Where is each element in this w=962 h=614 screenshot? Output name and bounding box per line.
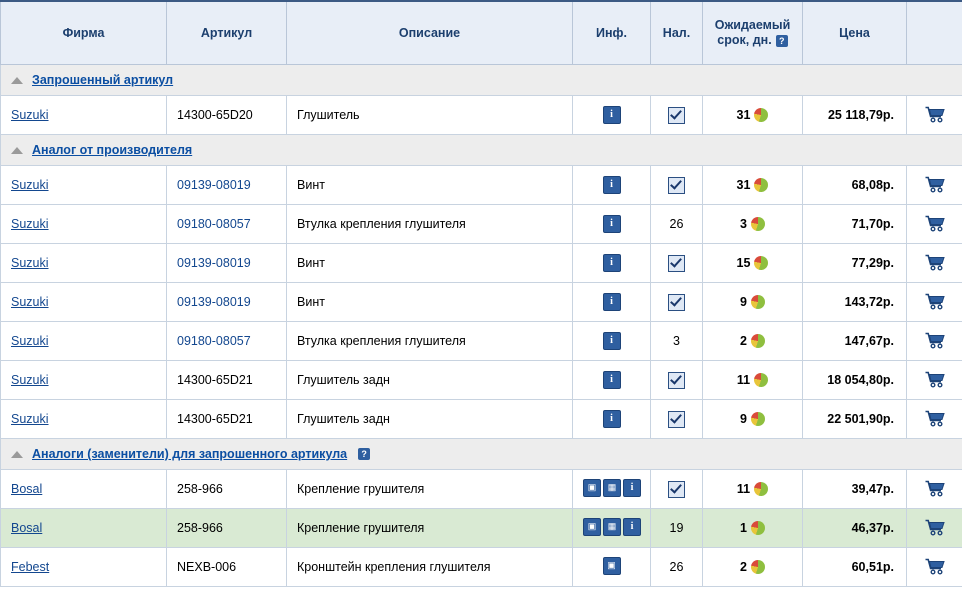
cart-icon[interactable] <box>925 106 945 122</box>
table-row[interactable] <box>1 283 962 322</box>
stock-quantity: 26 <box>669 560 684 574</box>
cart-icon[interactable] <box>925 558 945 574</box>
cell-firm <box>1 96 167 135</box>
info-icon-group <box>603 332 621 350</box>
availability-pie-icon <box>751 295 765 309</box>
cell-firm <box>1 470 167 509</box>
term-days: 2 <box>740 334 747 348</box>
doc-icon[interactable]: ▦ <box>603 518 621 536</box>
cell-price: 143,72р. <box>803 283 907 322</box>
cell-cart <box>907 322 962 361</box>
brand-link[interactable]: Bosal <box>11 521 43 535</box>
cell-price: 147,67р. <box>803 322 907 361</box>
cell-article[interactable]: 258-966 <box>167 509 287 548</box>
cell-cart <box>907 548 962 587</box>
stock-checkbox[interactable] <box>668 411 685 428</box>
info-icon[interactable]: i <box>603 371 621 389</box>
cell-description: Глушитель задн <box>287 400 573 439</box>
column-header-price[interactable]: Цена <box>803 1 907 65</box>
table-body <box>1 65 962 587</box>
brand-link[interactable]: Febest <box>11 560 50 574</box>
cell-description: Кронштейн крепления глушителя <box>287 548 573 587</box>
cart-icon[interactable] <box>925 519 945 535</box>
cell-info <box>573 470 651 509</box>
collapse-icon[interactable] <box>11 147 23 154</box>
cell-stock <box>651 548 703 587</box>
availability-pie-icon <box>754 256 768 270</box>
cart-icon[interactable] <box>925 480 945 496</box>
cell-price: 39,47р. <box>803 470 907 509</box>
term-days: 9 <box>740 412 747 426</box>
info-icon[interactable]: i <box>603 293 621 311</box>
info-icon[interactable]: i <box>623 479 641 497</box>
photo-icon[interactable]: ▣ <box>603 557 621 575</box>
cell-description: Винт <box>287 244 573 283</box>
term-days: 9 <box>740 295 747 309</box>
table-row[interactable] <box>1 361 962 400</box>
column-header-article[interactable]: Артикул <box>167 1 287 65</box>
info-icon-group <box>583 479 641 497</box>
group-header-cell <box>1 65 962 96</box>
cell-info <box>573 244 651 283</box>
cell-info <box>573 548 651 587</box>
term-days: 11 <box>736 373 751 387</box>
group-title[interactable]: Аналоги (заменители) для запрошенного артикула <box>32 447 348 461</box>
term-days: 15 <box>736 256 751 270</box>
brand-link[interactable]: Suzuki <box>11 217 49 231</box>
stock-checkbox[interactable] <box>668 372 685 389</box>
info-icon-group <box>603 371 621 389</box>
cell-firm <box>1 509 167 548</box>
cell-info <box>573 400 651 439</box>
cell-cart <box>907 96 962 135</box>
cell-cart <box>907 205 962 244</box>
term-days: 31 <box>736 108 751 122</box>
cell-stock <box>651 205 703 244</box>
cell-stock <box>651 283 703 322</box>
cell-stock <box>651 166 703 205</box>
column-header-cart <box>907 1 962 65</box>
group-header-row[interactable] <box>1 65 962 96</box>
cell-stock <box>651 470 703 509</box>
brand-link[interactable]: Suzuki <box>11 256 49 270</box>
cell-firm <box>1 205 167 244</box>
cart-icon[interactable] <box>925 371 945 387</box>
stock-checkbox[interactable] <box>668 177 685 194</box>
cell-article[interactable]: 14300-65D20 <box>167 96 287 135</box>
cell-cart <box>907 509 962 548</box>
table-row[interactable] <box>1 96 962 135</box>
info-icon-group <box>603 176 621 194</box>
cell-cart <box>907 361 962 400</box>
availability-pie-icon <box>751 560 765 574</box>
cell-term <box>703 509 803 548</box>
stock-checkbox[interactable] <box>668 481 685 498</box>
stock-checkbox[interactable] <box>668 294 685 311</box>
cell-article[interactable]: 09139-08019 <box>167 283 287 322</box>
cart-icon[interactable] <box>925 332 945 348</box>
cell-firm <box>1 548 167 587</box>
cell-firm <box>1 166 167 205</box>
info-icon[interactable]: i <box>603 410 621 428</box>
column-header-firm[interactable]: Фирма <box>1 1 167 65</box>
info-icon[interactable]: i <box>603 215 621 233</box>
cell-term <box>703 361 803 400</box>
info-icon[interactable]: i <box>603 106 621 124</box>
info-icon-group <box>603 215 621 233</box>
brand-link[interactable]: Suzuki <box>11 373 49 387</box>
table-row[interactable] <box>1 322 962 361</box>
term-help-icon[interactable]: ? <box>776 35 788 47</box>
stock-checkbox[interactable] <box>668 107 685 124</box>
column-header-term[interactable] <box>703 1 803 65</box>
cell-term <box>703 96 803 135</box>
cell-article[interactable]: NEXB-006 <box>167 548 287 587</box>
group-title[interactable]: Запрошенный артикул <box>32 73 174 87</box>
info-icon-group <box>603 410 621 428</box>
cell-description: Глушитель задн <box>287 361 573 400</box>
cell-term <box>703 205 803 244</box>
column-header-term-line2-text: срок, дн. <box>717 33 772 47</box>
column-header-description[interactable]: Описание <box>287 1 573 65</box>
group-header-cell <box>1 135 962 166</box>
info-icon-group <box>603 254 621 272</box>
cell-article[interactable]: 258-966 <box>167 470 287 509</box>
cell-description: Крепление грушителя <box>287 470 573 509</box>
cell-info <box>573 322 651 361</box>
cell-article[interactable]: 09139-08019 <box>167 244 287 283</box>
group-header-row[interactable] <box>1 135 962 166</box>
info-icon[interactable]: i <box>623 518 641 536</box>
cart-icon[interactable] <box>925 176 945 192</box>
info-icon-group <box>603 106 621 124</box>
brand-link[interactable]: Suzuki <box>11 295 49 309</box>
term-days: 11 <box>736 482 751 496</box>
group-title[interactable]: Аналог от производителя <box>32 143 193 157</box>
cell-info <box>573 509 651 548</box>
brand-link[interactable]: Bosal <box>11 482 43 496</box>
table-row[interactable] <box>1 509 962 548</box>
column-header-info[interactable]: Инф. <box>573 1 651 65</box>
availability-pie-icon <box>751 334 765 348</box>
cell-cart <box>907 244 962 283</box>
cell-term <box>703 548 803 587</box>
cell-stock <box>651 322 703 361</box>
column-header-term-line1: Ожидаемый <box>714 18 791 32</box>
cart-icon[interactable] <box>925 410 945 426</box>
brand-link[interactable]: Suzuki <box>11 108 49 122</box>
table-header <box>1 1 962 65</box>
availability-pie-icon <box>754 108 768 122</box>
cell-cart <box>907 400 962 439</box>
cell-price: 68,08р. <box>803 166 907 205</box>
cell-cart <box>907 283 962 322</box>
brand-link[interactable]: Suzuki <box>11 412 49 426</box>
cell-description: Винт <box>287 166 573 205</box>
term-days: 2 <box>740 560 747 574</box>
collapse-icon[interactable] <box>11 451 23 458</box>
cell-stock <box>651 509 703 548</box>
info-icon[interactable]: i <box>603 332 621 350</box>
cart-icon[interactable] <box>925 215 945 231</box>
cell-term <box>703 283 803 322</box>
group-header-cell <box>1 439 962 470</box>
availability-pie-icon <box>754 178 768 192</box>
stock-quantity: 26 <box>669 217 684 231</box>
cell-term <box>703 166 803 205</box>
availability-pie-icon <box>754 373 768 387</box>
doc-icon[interactable]: ▦ <box>603 479 621 497</box>
cell-article[interactable]: 09180-08057 <box>167 205 287 244</box>
column-header-stock[interactable]: Нал. <box>651 1 703 65</box>
cart-icon[interactable] <box>925 254 945 270</box>
stock-checkbox[interactable] <box>668 255 685 272</box>
table-row[interactable] <box>1 400 962 439</box>
stock-quantity: 3 <box>673 334 680 348</box>
table-row[interactable] <box>1 166 962 205</box>
cell-term <box>703 400 803 439</box>
table-row[interactable] <box>1 244 962 283</box>
cell-firm <box>1 244 167 283</box>
group-help-icon[interactable]: ? <box>358 448 370 460</box>
cell-stock <box>651 361 703 400</box>
availability-pie-icon <box>751 412 765 426</box>
brand-link[interactable]: Suzuki <box>11 334 49 348</box>
availability-pie-icon <box>754 482 768 496</box>
availability-pie-icon <box>751 521 765 535</box>
cell-firm <box>1 322 167 361</box>
cell-price: 60,51р. <box>803 548 907 587</box>
cell-firm <box>1 361 167 400</box>
cell-price: 25 118,79р. <box>803 96 907 135</box>
collapse-icon[interactable] <box>11 77 23 84</box>
cell-price: 77,29р. <box>803 244 907 283</box>
term-days: 3 <box>740 217 747 231</box>
cell-info <box>573 96 651 135</box>
info-icon[interactable]: i <box>603 176 621 194</box>
brand-link[interactable]: Suzuki <box>11 178 49 192</box>
cell-price: 22 501,90р. <box>803 400 907 439</box>
cell-stock <box>651 96 703 135</box>
cell-article[interactable]: 09180-08057 <box>167 322 287 361</box>
cell-firm <box>1 400 167 439</box>
info-icon[interactable]: i <box>603 254 621 272</box>
cell-info <box>573 205 651 244</box>
cell-article[interactable]: 09139-08019 <box>167 166 287 205</box>
info-icon-group <box>603 557 621 575</box>
cell-article[interactable]: 14300-65D21 <box>167 361 287 400</box>
cell-price: 46,37р. <box>803 509 907 548</box>
table-row[interactable] <box>1 205 962 244</box>
cell-info <box>573 361 651 400</box>
cell-term <box>703 322 803 361</box>
cell-description: Крепление грушителя <box>287 509 573 548</box>
info-icon-group <box>603 293 621 311</box>
cell-cart <box>907 166 962 205</box>
cell-description: Винт <box>287 283 573 322</box>
cell-cart <box>907 470 962 509</box>
cell-description: Втулка крепления глушителя <box>287 322 573 361</box>
cell-description: Глушитель <box>287 96 573 135</box>
column-header-term-line2 <box>707 33 798 48</box>
cell-description: Втулка крепления глушителя <box>287 205 573 244</box>
cell-price: 71,70р. <box>803 205 907 244</box>
cell-info <box>573 283 651 322</box>
info-icon-group <box>583 518 641 536</box>
photo-icon[interactable]: ▣ <box>583 518 601 536</box>
table-row[interactable] <box>1 470 962 509</box>
cell-firm <box>1 283 167 322</box>
term-days: 31 <box>736 178 751 192</box>
cell-article[interactable]: 14300-65D21 <box>167 400 287 439</box>
photo-icon[interactable]: ▣ <box>583 479 601 497</box>
cell-term <box>703 244 803 283</box>
stock-quantity: 19 <box>669 521 684 535</box>
availability-pie-icon <box>751 217 765 231</box>
group-header-row[interactable] <box>1 439 962 470</box>
table-row[interactable] <box>1 548 962 587</box>
term-days: 1 <box>740 521 747 535</box>
cell-term <box>703 470 803 509</box>
cart-icon[interactable] <box>925 293 945 309</box>
cell-info <box>573 166 651 205</box>
cell-stock <box>651 244 703 283</box>
cell-stock <box>651 400 703 439</box>
cell-price: 18 054,80р. <box>803 361 907 400</box>
